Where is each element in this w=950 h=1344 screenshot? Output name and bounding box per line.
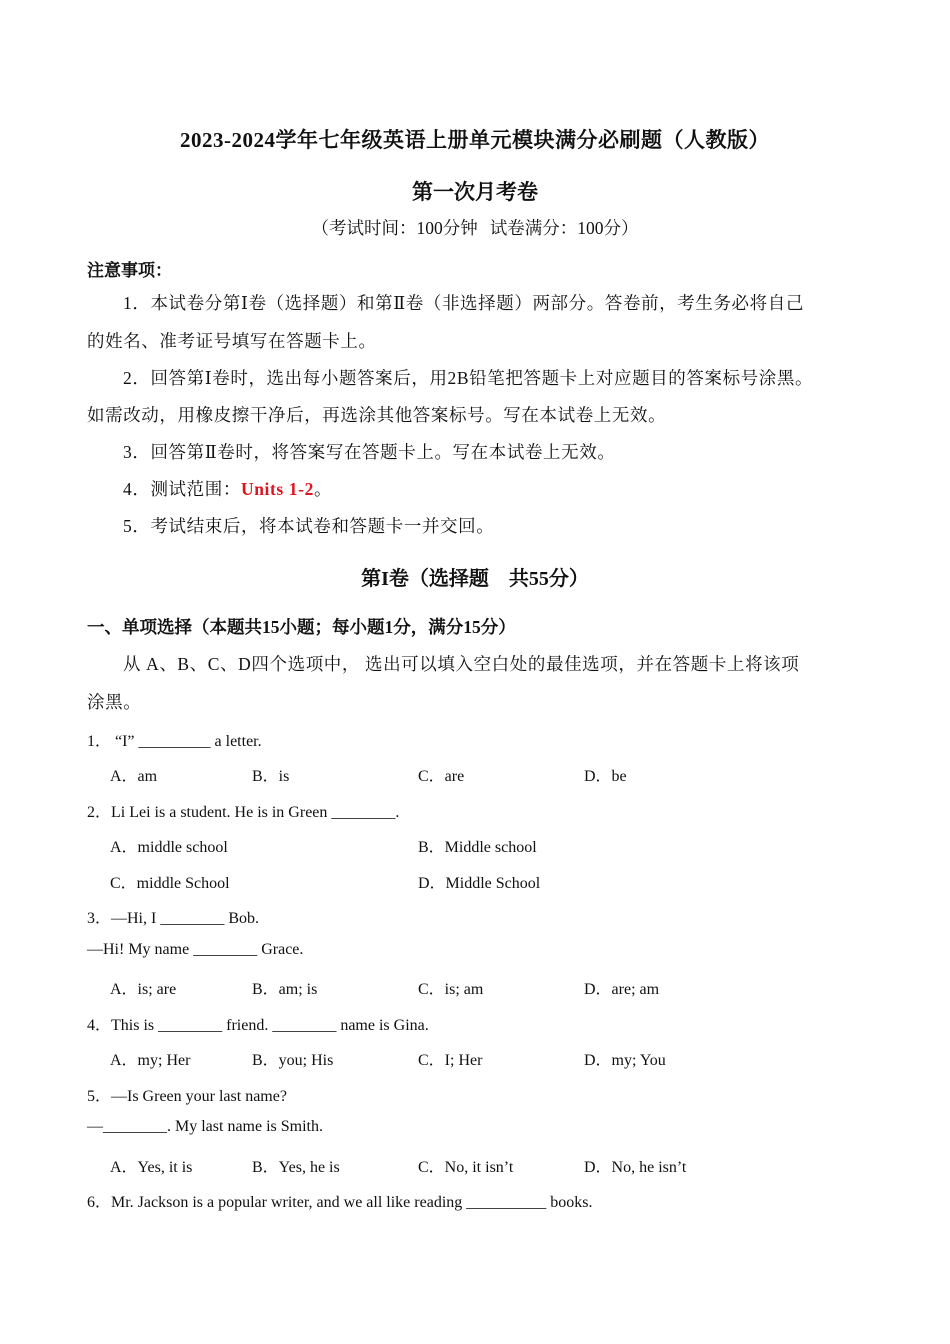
option-d: D．my; You bbox=[584, 1052, 666, 1069]
question-stem: 3．—Hi, I ________ Bob. bbox=[87, 910, 260, 927]
part-heading: 一、单项选择（本题共15小题；每小题1分，满分15分） bbox=[87, 617, 516, 637]
question-stem: 4．This is ________ friend. ________ name is Gina. bbox=[87, 1017, 429, 1034]
option-c: C．middle School bbox=[110, 875, 230, 892]
option-d: D．are; am bbox=[584, 981, 660, 998]
option-a: A．am bbox=[110, 768, 158, 785]
question-stem: 1． “I” _________ a letter. bbox=[87, 733, 262, 750]
time-info: （考试时间：100分钟 bbox=[311, 218, 478, 238]
score-info: 试卷满分：100分） bbox=[489, 218, 639, 238]
notice-item-4-prefix: 4．测试范围： bbox=[123, 479, 241, 499]
test-range: Units 1-2 bbox=[240, 479, 314, 499]
option-b: B．you; His bbox=[252, 1052, 334, 1069]
option-d: D．No, he isn’t bbox=[584, 1159, 687, 1176]
question-stem: 2．Li Lei is a student. He is in Green ________. bbox=[87, 804, 400, 821]
notice-item-1-line-2: 的姓名、准考证号填写在答题卡上。 bbox=[87, 331, 377, 351]
option-b: B．Middle school bbox=[418, 839, 537, 856]
question-stem: 6．Mr. Jackson is a popular writer, and we all like reading __________ books. bbox=[87, 1194, 593, 1211]
option-d: D．Middle School bbox=[418, 875, 541, 892]
option-a: A．middle school bbox=[110, 839, 228, 856]
option-c: C．No, it isn’t bbox=[418, 1159, 514, 1176]
notice-item-5: 5．考试结束后，将本试卷和答题卡一并交回。 bbox=[123, 516, 495, 536]
instruction-line-1: 从 A、B、C、D四个选项中， 选出可以填入空白处的最佳选项，并在答题卡上将该项 bbox=[123, 654, 800, 674]
option-a: A．Yes, it is bbox=[110, 1159, 193, 1176]
section-title: 第I卷（选择题 共55分） bbox=[361, 568, 589, 590]
option-a: A．is; are bbox=[110, 981, 177, 998]
question-stem: 5．—Is Green your last name? bbox=[87, 1088, 287, 1105]
exam-title: 2023-2024学年七年级英语上册单元模块满分必刷题（人教版） bbox=[180, 128, 770, 152]
exam-info bbox=[0, 215, 950, 240]
notice-item-4-suffix: 。 bbox=[313, 479, 333, 499]
option-b: B．is bbox=[252, 768, 290, 785]
option-c: C．is; am bbox=[418, 981, 484, 998]
option-d: D．be bbox=[584, 768, 627, 785]
option-a: A．my; Her bbox=[110, 1052, 191, 1069]
notice-item-2-line-2: 如需改动，用橡皮擦干净后，再选涂其他答案标号。写在本试卷上无效。 bbox=[87, 405, 667, 425]
notice-heading: 注意事项： bbox=[87, 261, 172, 281]
exam-subtitle: 第一次月考卷 bbox=[412, 180, 538, 204]
notice-item-4 bbox=[123, 476, 332, 501]
notice-item-3: 3．回答第Ⅱ卷时，将答案写在答题卡上。写在本试卷上无效。 bbox=[123, 442, 616, 462]
instruction-line-2: 涂黑。 bbox=[87, 692, 142, 712]
option-c: C．are bbox=[418, 768, 465, 785]
notice-item-1-line-1: 1．本试卷分第Ⅰ卷（选择题）和第Ⅱ卷（非选择题）两部分。答卷前，考生务必将自己 bbox=[123, 293, 804, 313]
option-c: C．I; Her bbox=[418, 1052, 483, 1069]
option-b: B．am; is bbox=[252, 981, 318, 998]
question-stem-reply: —Hi! My name ________ Grace. bbox=[87, 941, 304, 958]
notice-item-2-line-1: 2．回答第Ⅰ卷时，选出每小题答案后，用2B铅笔把答题卡上对应题目的答案标号涂黑。 bbox=[123, 368, 814, 388]
question-stem-reply: —________. My last name is Smith. bbox=[87, 1118, 323, 1135]
option-b: B．Yes, he is bbox=[252, 1159, 340, 1176]
